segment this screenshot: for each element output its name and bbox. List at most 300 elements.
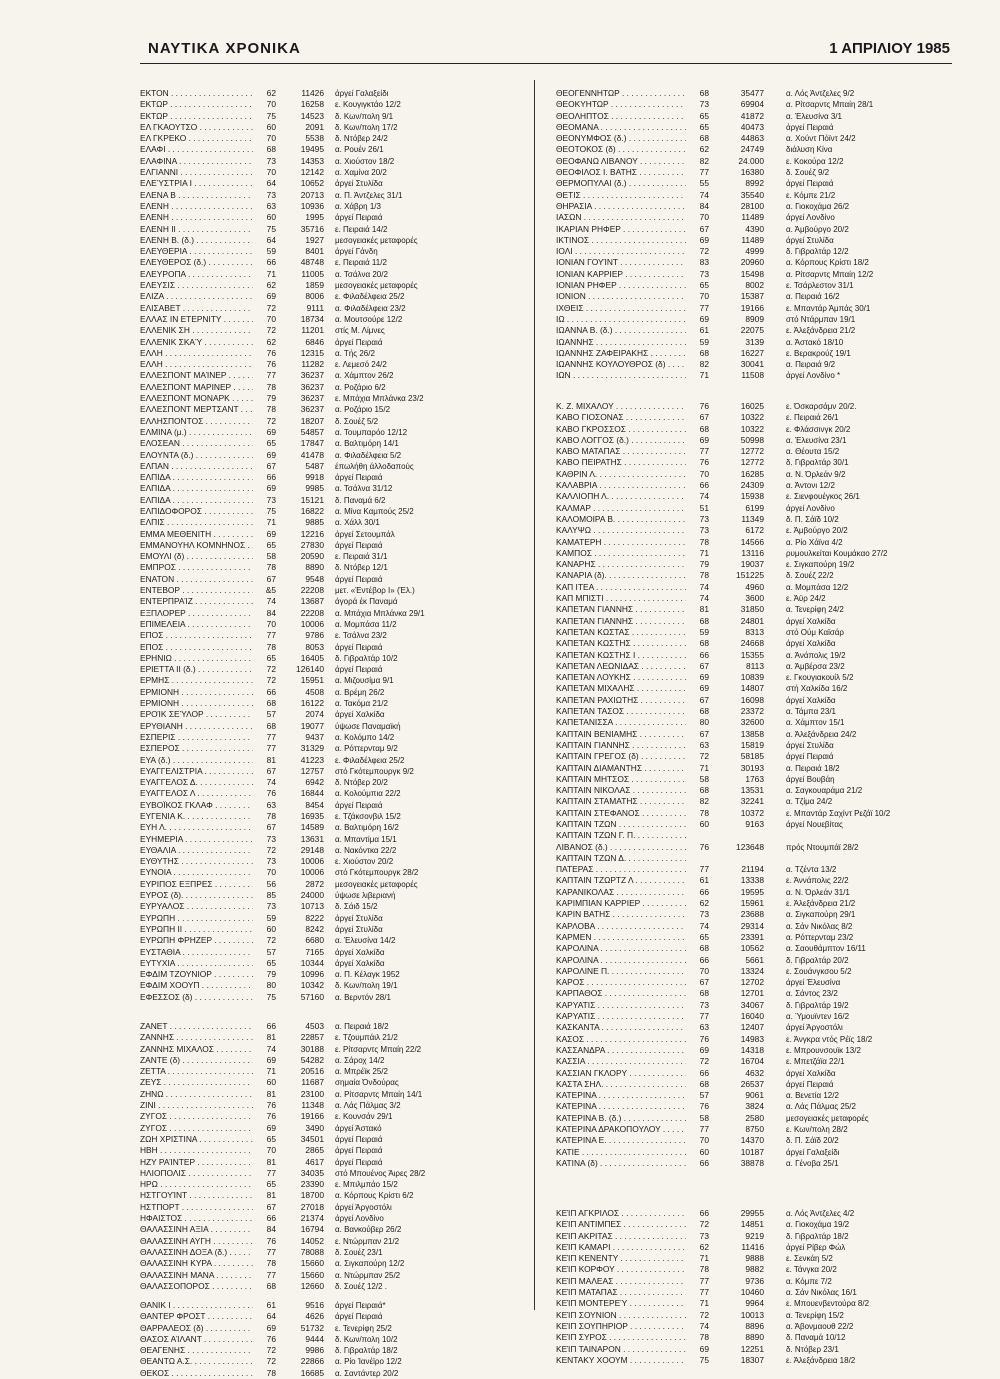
tonnage: 6172 (745, 525, 764, 536)
ship-name: ΚΑΠΕΤΑΝ ΡΑΧΙΩΤΗΣ . . . (556, 695, 686, 706)
ship-name: ΕΛΕΎΣΤΡΙΑ Ι . . . (140, 178, 253, 189)
ship-position: δ. Ντόβερ 12/1 (335, 563, 388, 573)
ship-position: α. Σιγκαπούρη 12/2 (335, 1259, 405, 1269)
ship-name: ΚΑΒΟ ΛΟΓΓΟΣ (δ.) . . . (556, 435, 686, 446)
ship-position: α. Χαμίνα 20/2 (335, 168, 387, 178)
ship-position: στό Ούμ Καϊσάρ (786, 627, 844, 637)
ship-position: δ. Γιβραλτάρ 12/2 (786, 247, 849, 257)
ship-position: άργεί Στυλίδα (786, 235, 834, 245)
tonnage: 4960 (745, 581, 764, 592)
ship-position: ε. Κουγιγκτάο 12/2 (335, 100, 401, 110)
build-year: 66 (266, 472, 276, 483)
ship-position: α. Άμβέρσα 23/2 (786, 661, 845, 671)
ship-position: α. Σαουθάμπτον 16/11 (786, 944, 866, 954)
tonnage: 8002 (745, 280, 764, 291)
tonnage: 20590 (300, 551, 324, 562)
build-year: 70 (699, 468, 709, 479)
build-year: 66 (699, 1067, 709, 1078)
ship-position: α. Μίνα Καμπούς 25/2 (335, 506, 414, 516)
ship-position: δ. Κων/πολη 10/2 (335, 1334, 398, 1344)
tonnage: 10839 (740, 672, 764, 683)
build-year: 74 (699, 1320, 709, 1331)
ship-position: α. Χάμπτον 15/1 (786, 718, 845, 728)
ship-name: ΘΕΟΓΕΝΝΗΤΩΡ . . . (556, 88, 686, 99)
tonnage: 15660 (300, 1258, 324, 1269)
tonnage: 6680 (305, 935, 324, 946)
ship-position: δ. Σουέζ 22/2 (786, 571, 834, 581)
ship-position: α. Τσάλνα 31/12 (335, 484, 393, 494)
build-year: 69 (266, 483, 276, 494)
tonnage: 3600 (745, 593, 764, 604)
ship-position: άργεί Άργοστόλι (786, 1023, 843, 1033)
build-year: 72 (699, 246, 709, 257)
ship-position: α. Χάβρη 1/3 (335, 201, 381, 211)
tonnage: 24668 (740, 638, 764, 649)
tonnage: 16405 (300, 652, 324, 663)
tonnage: 10013 (740, 1309, 764, 1320)
tonnage: 5538 (305, 133, 324, 144)
tonnage: 69904 (740, 99, 764, 110)
ship-name: ΕΥΡΩΠΗ ΙΙ . . . (140, 924, 253, 935)
tonnage: 4632 (745, 1067, 764, 1078)
ship-name: ΕΛΛΕΣΠΟΝΤ ΜΑΊΝΕΡ . . . (140, 370, 253, 381)
tonnage: 10342 (300, 980, 324, 991)
tonnage: 8113 (745, 660, 764, 671)
tonnage: 22208 (300, 607, 324, 618)
ship-position: α. Σαγκουαράμα 21/2 (786, 786, 863, 796)
ship-position: α. Τζίμα 24/2 (786, 797, 833, 807)
ship-name: ΕΠΟΣ . . . (140, 630, 253, 641)
build-year: 62 (266, 336, 276, 347)
build-year: 81 (266, 754, 276, 765)
ship-position: α. Ρίτσαρντς Μπαίη 12/2 (786, 269, 874, 279)
ship-name: ΚΑΠΤΑΙΝ ΓΙΑΝΝΗΣ . . . (556, 740, 686, 751)
ship-position: ε. Κοκούρα 12/2 (786, 156, 844, 166)
ship-position: α. Ρίο Χάϊνα 4/2 (786, 537, 843, 547)
build-year: 83 (699, 257, 709, 268)
tonnage: 16227 (740, 347, 764, 358)
build-year: 74 (699, 189, 709, 200)
ship-name: ΘΑΛΑΣΣΙΝΗ ΔΟΞΑ (δ.) . . . (140, 1247, 253, 1258)
ship-position: α. Πειραιά 18/2 (335, 1022, 389, 1031)
ship-name: ΕΛΕΝΗ . . . (140, 212, 253, 223)
ship-name: ΚΑΠΤΑΙΝ ΣΤΕΦΑΝΟΣ . . . (556, 808, 686, 819)
ship-name: ΚΑΣΣΙΑΝ ΓΚΛΟΡΥ . . . (556, 1068, 686, 1079)
build-year: 84 (266, 607, 276, 618)
build-year: 77 (699, 302, 709, 313)
ship-position: άργεί Πειραιά (335, 213, 383, 223)
build-year: 71 (699, 1253, 709, 1264)
tonnage: 12701 (740, 988, 764, 999)
tonnage: 9882 (745, 1264, 764, 1275)
ship-name: ΖΑΝΕΤ . . . (140, 1021, 253, 1032)
ship-name: ΚΑΡΜΕΝ . . . (556, 932, 686, 943)
ship-name: ΙΟΝΙΑΝ ΓΟΥΊΝΤ . . . (556, 257, 686, 268)
tonnage: 22866 (300, 1356, 324, 1367)
ship-name: ΚΕΊΠ ΣΥΡΟΣ . . . (556, 1332, 686, 1343)
ship-position: δ. Π. Σάϊδ 20/2 (786, 1136, 839, 1146)
ship-name: ΕΥΡΩΠΗ . . . (140, 913, 253, 924)
build-year: 77 (266, 1167, 276, 1178)
ship-name: ΙΧΘΕΙΣ . . . (556, 303, 686, 314)
ship-name: ΕΛΛΗ . . . (140, 348, 253, 359)
build-year: 72 (266, 415, 276, 426)
build-year: 62 (699, 1241, 709, 1252)
ship-name: ΠΑΤΕΡΑΣ . . . (556, 864, 686, 875)
ship-name: ΚΑΛΜΑΡ . . . (556, 503, 686, 514)
tonnage: 19166 (740, 302, 764, 313)
tonnage: 10344 (300, 957, 324, 968)
tonnage: 30188 (300, 1043, 324, 1054)
ship-name: ΕΛΟΣΕΑΝ . . . (140, 438, 253, 449)
ship-name: ΘΑΝΤΕΡ ΦΡΟΣΤ . . . (140, 1311, 253, 1322)
tonnage: 15660 (300, 1269, 324, 1280)
ship-name: ΕΞΠΛΟΡΕΡ . . . (140, 608, 253, 619)
tonnage: 8890 (745, 1332, 764, 1343)
ship-position: α. Μιζουσίμα 9/1 (335, 676, 394, 686)
build-year: 74 (266, 596, 276, 607)
build-year: 70 (266, 133, 276, 144)
ship-position: ε. Τζουμπάιλ 21/2 (335, 1033, 398, 1043)
ship-name: ΙΑΣΩΝ . . . (556, 212, 686, 223)
build-year: 70 (266, 1145, 276, 1156)
build-year: 66 (699, 480, 709, 491)
ship-position: α. Τενερίφη 15/2 (786, 1310, 844, 1320)
tonnage: 19037 (740, 559, 764, 570)
build-year: 73 (699, 513, 709, 524)
tonnage: 78088 (300, 1246, 324, 1257)
build-year: 73 (266, 833, 276, 844)
build-year: 78 (699, 1332, 709, 1343)
tonnage: 36237 (300, 393, 324, 404)
tonnage: 23390 (300, 1179, 324, 1190)
ship-position: α. Νακόντκα 22/2 (335, 845, 397, 855)
build-year: 73 (266, 189, 276, 200)
ship-position: α. Σάν Νικόλας 8/2 (786, 921, 853, 931)
ship-name: ΚΑΠΤΑΙΝ ΔΙΑΜΑΝΤΗΣ . . . (556, 763, 686, 774)
ship-name: ΗΦΑΙΣΤΟΣ . . . (140, 1213, 253, 1224)
tonnage: 10187 (740, 1146, 764, 1157)
ship-position: μεσογειακές μεταφορές (335, 879, 418, 889)
ship-position: πρός Ντουμπάϊ 28/2 (786, 842, 859, 852)
ship-name: ΚΑΠΕΤΑΝ ΤΑΣΟΣ . . . (556, 706, 686, 717)
build-year: 69 (266, 426, 276, 437)
tonnage: 9986 (305, 1345, 324, 1356)
build-year: 84 (699, 200, 709, 211)
ship-name: ΕΜΠΡΟΣ . . . (140, 562, 253, 573)
tonnage: 123648 (736, 841, 764, 852)
tonnage: 31329 (300, 743, 324, 754)
build-year: 70 (266, 313, 276, 324)
ship-name: ΚΑΠΤΑΙΝ ΝΙΚΟΛΑΣ . . . (556, 785, 686, 796)
build-year: 71 (266, 268, 276, 279)
ship-name: ΘΑΝΙΚ Ι . . . (140, 1300, 253, 1311)
build-year: 59 (266, 912, 276, 923)
ship-name: ΕΛΛΕΝΙΚ ΣΚΑΎ . . . (140, 337, 253, 348)
ship-name: ΕΜΟΥΛΙ (δ) . . . (140, 551, 253, 562)
tonnage: 16025 (740, 401, 764, 411)
ship-position: δ. Σουέζ 23/1 (335, 1247, 383, 1257)
ship-name: ΕΦΔΙΜ ΤΖΟΥΝΙΟΡ . . . (140, 969, 253, 980)
ship-position: ε. Πειραιά 26/1 (786, 413, 839, 423)
tonnage: 23391 (740, 931, 764, 942)
build-year: 59 (699, 336, 709, 347)
tonnage: 9444 (305, 1333, 324, 1344)
ship-position: α. Ροζάριο 6/2 (335, 382, 386, 392)
tonnage: 12772 (740, 446, 764, 457)
ship-name: ΖΩΗ ΧΡΙΣΤΙΝΑ . . . (140, 1134, 253, 1145)
tonnage: 50998 (740, 434, 764, 445)
build-year: 81 (266, 1088, 276, 1099)
tonnage: 16822 (300, 505, 324, 516)
tonnage: 4508 (305, 686, 324, 697)
ship-name: ΚΑΠΤΑΙΝ ΤΖΩΝ Δ. . . . (556, 853, 686, 864)
tonnage: 1927 (305, 234, 324, 245)
tonnage: 18734 (300, 313, 324, 324)
ship-position: άργεί Χαλκίδα (786, 639, 836, 649)
ship-position: άργεί Χαλκίδα (786, 616, 836, 626)
build-year: 72 (699, 1219, 709, 1230)
ship-position: ε. Μπρουνσουϊκ 13/2 (786, 1045, 861, 1055)
ship-position: α. Ρουέν 26/1 (335, 145, 384, 155)
ship-name: ΕΠΟΣ . . . (140, 642, 253, 653)
ship-name: ΚΑΣΚΑΝΤΑ . . . (556, 1022, 686, 1033)
ship-name: ΘΑΛΑΣΣΙΝΗ ΑΞΙΑ . . . (140, 1224, 253, 1235)
ship-name: ΚΑΠΕΤΑΝ ΚΩΣΤΑΣ . . . (556, 627, 686, 638)
ship-position: ε. Μπετζάϊα 22/1 (786, 1057, 845, 1067)
ship-position: άργεί Γαλαξείδι (335, 89, 389, 98)
build-year: 77 (266, 743, 276, 754)
ship-position: α. Χάλλ 30/1 (335, 518, 380, 528)
tonnage: 3824 (745, 1101, 764, 1112)
ship-position: άργεί Ρίβερ Φώλ (786, 1242, 846, 1252)
ship-name: ΚΑΡΛΟΒΑ . . . (556, 921, 686, 932)
ship-name: ΚΑΡΠΑΘΟΣ . . . (556, 988, 686, 999)
ship-position: άργεί Πειραιά (335, 574, 383, 584)
tonnage: 15938 (740, 491, 764, 502)
build-year: 82 (699, 796, 709, 807)
tonnage: 9111 (306, 302, 324, 313)
ship-position: δ. Ντόβερ 20/2 (335, 778, 388, 788)
build-year: 65 (266, 1133, 276, 1144)
ship-name: ΚΑΒΟ ΓΙΟΣΟΝΑΣ . . . (556, 412, 686, 423)
tonnage: 15355 (740, 649, 764, 660)
ship-position: άργεί Σετουμπάλ (335, 529, 395, 539)
build-year: 68 (699, 423, 709, 434)
ship-position: α. Άνάπολις 19/2 (786, 650, 846, 660)
ship-name: ΕΥΒΟΪΚΟΣ ΓΚΛΑΦ . . . (140, 800, 253, 811)
ship-name: ΚΑΜΑΤΕΡΗ . . . (556, 537, 686, 548)
ship-name: ΕΝΤΕΡΠΡΑΊΖ . . . (140, 596, 253, 607)
tonnage: 16935 (300, 811, 324, 821)
ship-name: ΘΑΡΡΑΛΕΟΣ (δ) . . . (140, 1323, 253, 1334)
build-year: 66 (266, 1021, 276, 1031)
build-year: 73 (266, 901, 276, 912)
build-year: 58 (699, 1112, 709, 1123)
ship-position: α. Χιούστον 18/2 (335, 156, 395, 166)
build-year: 78 (266, 381, 276, 392)
tonnage: 4503 (305, 1021, 324, 1031)
ship-name: ΘΕΡΜΟΠΥΛΑΙ (δ.) . . . (556, 178, 686, 189)
tonnage: 8896 (745, 1320, 764, 1331)
ship-name: ΚΑΒΟ ΜΑΤΑΠΑΣ . . . (556, 446, 686, 457)
tonnage: 21194 (741, 864, 764, 875)
build-year: 73 (699, 909, 709, 920)
ship-name: ΕΛΠΑΝ . . . (140, 461, 253, 472)
page-header (0, 0, 1000, 70)
build-year: 57 (266, 709, 276, 720)
ship-name: ΕΣΠΕΡΟΣ . . . (140, 743, 253, 754)
ship-position: α. Άντονι 12/2 (786, 481, 835, 491)
ship-name: ΚΑΛΑΒΡΙΑ . . . (556, 480, 686, 491)
ship-name: ΖΕΤΤΑ . . . (140, 1066, 253, 1077)
tonnage: 9061 (745, 1090, 764, 1101)
build-year: 70 (699, 212, 709, 223)
ship-position: ε. Μπάχια Μπλάνκα 23/2 (335, 394, 424, 404)
ship-position: α. Έλευσίνα 3/1 (786, 111, 842, 121)
tonnage: 14370 (740, 1135, 764, 1146)
ship-name: ΕΛΠΙΔΑ . . . (140, 495, 253, 506)
ship-position: α. Άστακό 18/10 (786, 337, 844, 347)
tonnage: 54857 (300, 426, 324, 437)
ship-position: α. Έλευσίνα 23/1 (786, 435, 847, 445)
ship-position: α. Βερντόν 28/1 (335, 992, 391, 1002)
ship-position: άργεί Έλευσίνα (786, 978, 841, 988)
ship-name: ΚΑΡΟΛΙΝΕ Π. . . . (556, 966, 686, 977)
build-year: 74 (699, 593, 709, 604)
ship-name: ΙΚΤΙΝΟΣ . . . (556, 235, 686, 246)
build-year: 72 (699, 1309, 709, 1320)
ship-name: ΕΛΠΙΔΑ . . . (140, 472, 253, 483)
header-rule (140, 63, 952, 64)
tonnage: 8401 (305, 246, 324, 257)
tonnage: 14523 (300, 110, 324, 121)
ship-position: α. Ύμουϊντεν 16/2 (786, 1012, 850, 1022)
build-year: 67 (699, 660, 709, 671)
ship-name: ΖΥΓΟΣ . . . (140, 1123, 253, 1134)
build-year: 80 (266, 980, 276, 991)
ship-name: ΕΥΑ (δ.) . . . (140, 755, 253, 766)
ship-position: α. Ροζάριο 15/2 (335, 405, 391, 415)
tonnage: 11489 (741, 234, 764, 245)
ship-name: ΙΟΝΙΑΝ ΡΗΦΕΡ . . . (556, 280, 686, 291)
ship-name: ΖΗΝΩ . . . (140, 1089, 253, 1100)
tonnage: 20516 (300, 1066, 324, 1077)
ship-name: ΕΛΛΗΣΠΟΝΤΟΣ . . . (140, 416, 253, 427)
ship-position: μεσογειακές μεταφορές (335, 281, 418, 291)
tonnage: 151225 (736, 570, 764, 581)
ship-name: ΙΩΑΝΝΗΣ ΚΟΥΛΟΥΘΡΟΣ (δ) . . . (556, 359, 686, 370)
ship-position: α. Λός Άντζελες 4/2 (786, 1209, 855, 1218)
ship-position: ε. Κων/πολη 28/2 (786, 1125, 848, 1134)
ship-position: ε. Όσκαρσάμν 20/2. (786, 402, 857, 411)
tonnage: 8909 (745, 313, 764, 324)
ship-name: ΚΑΤΕΡΙΝΑ . . . (556, 1101, 686, 1112)
tonnage: 12216 (300, 528, 324, 539)
build-year: 75 (266, 505, 276, 516)
build-year: 70 (699, 291, 709, 302)
ship-name: ΚΕΊΠ ΜΑΛΕΑΣ . . . (556, 1276, 686, 1287)
build-year: 78 (266, 1258, 276, 1269)
tonnage: 11005 (301, 268, 324, 279)
build-year: 65 (266, 652, 276, 663)
build-year: 59 (266, 246, 276, 257)
build-year: 77 (266, 731, 276, 742)
tonnage: 12142 (300, 167, 324, 178)
ship-position: ε. Κόμπε 21/2 (786, 190, 836, 200)
ship-name: ΚΑΣΟΣ . . . (556, 1034, 686, 1045)
build-year: 76 (699, 457, 709, 468)
ship-name: ΗΒΗ . . . (140, 1145, 253, 1156)
ship-position: δ. Ντόβερ 23/1 (786, 1344, 839, 1354)
ship-position: άργεί Στυλίδα (335, 179, 383, 189)
build-year: 69 (699, 672, 709, 683)
tonnage: 54282 (300, 1054, 324, 1065)
build-year: 69 (699, 1044, 709, 1055)
ship-position: α. Κολόμπο 14/2 (335, 732, 395, 742)
ship-position: άργεί Χαλκίδα (335, 947, 385, 957)
tonnage: 11348 (301, 1100, 324, 1111)
tonnage: 8890 (305, 562, 324, 573)
tonnage: 9437 (305, 731, 324, 742)
ship-name: ΚΑΣΣΙΑ . . . (556, 1056, 686, 1067)
ship-name: ΕΥΑΓΓΕΛΙΣΤΡΙΑ . . . (140, 766, 253, 777)
build-year: 64 (266, 1311, 276, 1322)
tonnage: 8242 (305, 923, 324, 934)
ship-name: ΗΖΥ ΡΑΊΝΤΕΡ . . . (140, 1157, 253, 1168)
ship-position: α. Γιοκοχάμα 19/2 (786, 1220, 850, 1230)
build-year: 64 (266, 178, 276, 189)
build-year: 79 (699, 559, 709, 570)
build-year: 68 (699, 615, 709, 626)
ship-name: ΕΥΑΓΓΕΛΟΣ Δ. . . . (140, 777, 253, 788)
ship-position: α. Φιλαδέλφεια 23/2 (335, 303, 406, 313)
build-year: 73 (699, 999, 709, 1010)
ship-name: ΘΕΟΦΙΛΟΣ Ι. ΒΑΤΗΣ . . . (556, 167, 686, 178)
tonnage: 2074 (305, 709, 324, 720)
build-year: 57 (266, 946, 276, 957)
ship-position: α. Ρίτσαρντς Μπαίη 28/1 (786, 100, 874, 110)
ship-name: ΘΗΡΑΣΙΑ . . . (556, 201, 686, 212)
ship-name: ΕΥΡΙΠΟΣ ΕΞΠΡΕΣ . . . (140, 879, 253, 890)
ship-position: α. Φιλαδέλφεια 5/2 (335, 450, 402, 460)
ship-position: α. Χάμπτον 26/2 (335, 371, 394, 381)
ship-position: άργεί Πειραιά (335, 1134, 383, 1144)
build-year: 73 (699, 268, 709, 279)
build-year: 68 (699, 133, 709, 144)
build-year: 60 (266, 121, 276, 132)
build-year: 62 (266, 88, 276, 98)
tonnage: 6199 (745, 502, 764, 513)
ship-position: α. Κόρπους Κρίστι 6/2 (335, 1191, 414, 1201)
build-year: 72 (699, 1056, 709, 1067)
build-year: 59 (699, 626, 709, 637)
ship-name: ΘΕΟΜΑΝΑ . . . (556, 122, 686, 133)
build-year: 82 (699, 359, 709, 370)
ship-name: ΘΑΣΟΣ ΑΊΛΑΝΤ . . . (140, 1334, 253, 1345)
ship-position: α. Ν. Όρλεάν 9/2 (786, 469, 846, 479)
build-year: 74 (266, 1043, 276, 1054)
ship-position: άργεί Λονδίνο (335, 1214, 384, 1224)
tonnage: 34067 (740, 999, 764, 1010)
ship-name: ΚΑΜΠΟΣ . . . (556, 548, 686, 559)
tonnage: 4626 (305, 1311, 324, 1322)
ship-position: άργεί Χαλκίδα (786, 695, 836, 705)
ship-name: ΚΑΡΑΝΙΚΟΛΑΣ . . . (556, 887, 686, 898)
ship-position: δ. Γιβραλτάρ 30/1 (786, 458, 849, 468)
ship-position: α. Σάροχ 14/2 (335, 1055, 385, 1065)
tonnage: 8222 (305, 912, 324, 923)
